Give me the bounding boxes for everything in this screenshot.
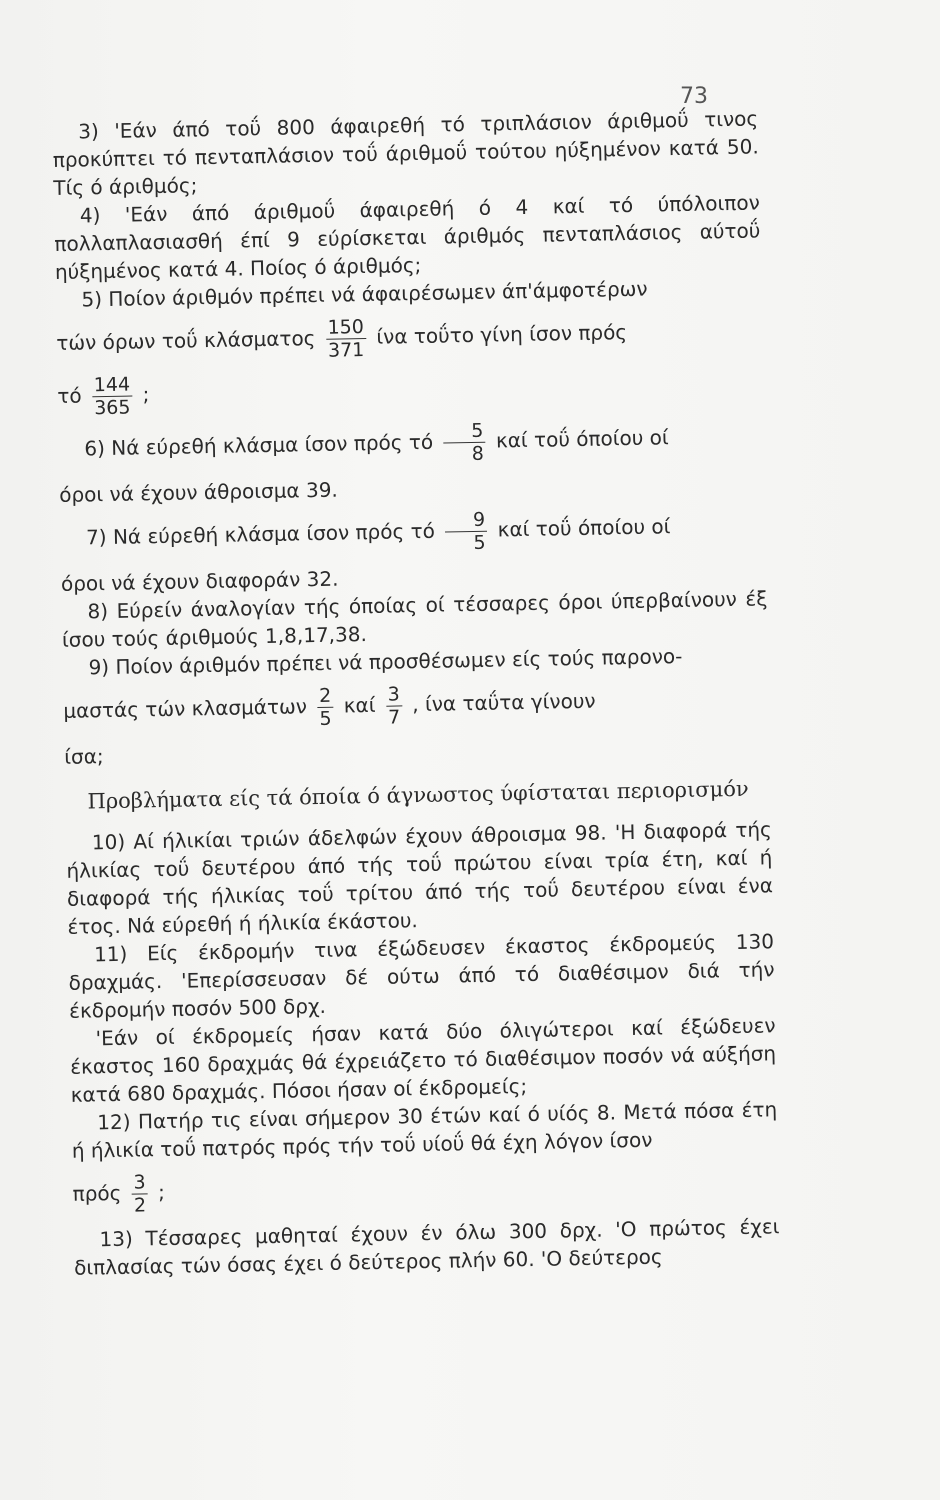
problem-9-text-after: , ίνα ταΰτα γίνουν — [412, 688, 596, 717]
problem-7 — [60, 503, 767, 598]
problem-6-line-1 — [58, 414, 765, 473]
fraction-denominator: 365 — [94, 396, 131, 420]
problem-12-end: ; — [157, 1180, 166, 1205]
fraction-144-365 — [92, 374, 133, 420]
problem-4: 4) 'Εάν άπό άριθμοΰ άφαιρεθή ό 4 καί τό ύπόλοιπον πολλαπλασιασθή έπί 9 εύρίσκεται άριθμός πενταπλάσιος αύτοΰ ηύξημένος κατά 4. Ποίος ό άριθμός; — [54, 190, 761, 284]
problem-9-line-2 — [63, 676, 770, 735]
problem-6-text-before: 6) Νά εύρεθή κλάσμα ίσον πρός τό — [84, 429, 434, 461]
fraction-denominator: 5 — [473, 531, 486, 554]
problem-10: 10) Αί ήλικίαι τριών άδελφών έχουν άθροισμα 98. 'Η διαφορά τής ήλικίας τοΰ δευτέρου άπό τής τοΰ πρώτου είναι τρία έτη, καί ή διαφορά τής ήλικίας τοΰ τρίτου άπό τής τοΰ δευτέρου είναι ένα έτος. Νά εύρεθή ή ήλικία έκάστου. — [66, 817, 774, 939]
problem-5-line-2 — [56, 308, 763, 367]
fraction-numerator: 5 — [443, 420, 486, 444]
problem-9-text-before: μαστάς τών κλασμάτων — [63, 694, 308, 723]
problem-5-line-3 — [57, 361, 764, 420]
problem-13: 13) Τέσσαρες μαθηταί έχουν έν όλω 300 δρχ. 'Ο πρώτος έχει διπλασίας τών όσας έχει ό δεύτερος πλήν 60. 'Ο δεύτερος — [73, 1214, 780, 1280]
problem-5-to: τό — [57, 383, 82, 408]
fraction-numerator: 9 — [445, 509, 488, 533]
fraction-denominator: 5 — [319, 707, 332, 730]
problem-7-text-after: καί τοΰ όποίου οί — [497, 514, 671, 542]
fraction-numerator: 3 — [385, 683, 402, 706]
fraction-3-7 — [385, 683, 402, 728]
problem-5-text-before: τών όρων τοΰ κλάσματος — [56, 325, 316, 355]
fraction-2-5 — [317, 685, 334, 730]
fraction-numerator: 2 — [317, 685, 334, 708]
problem-6 — [58, 414, 765, 509]
problem-9-line-3: ίσα; — [64, 744, 104, 769]
fraction-numerator: 3 — [131, 1171, 148, 1194]
problem-5 — [55, 272, 763, 420]
problem-7-line-2: όροι νά έχουν διαφοράν 32. — [60, 566, 339, 596]
fraction-9-5 — [445, 509, 488, 555]
fraction-denominator: 7 — [387, 706, 401, 729]
problem-9-text-mid: καί — [343, 692, 376, 718]
problem-3: 3) 'Εάν άπό τοΰ 800 άφαιρεθή τό τριπλάσιον άριθμοΰ τινος προκύπτει τό πενταπλάσιον τοΰ άριθμοΰ τούτου ηύξημένον κατά 50. Τίς ό άριθμός; — [52, 106, 759, 200]
problem-12-pros: πρός — [72, 1180, 122, 1206]
problem-7-line-1 — [60, 503, 767, 562]
fraction-denominator: 2 — [133, 1194, 147, 1217]
problem-11-part-1: 11) Είς έκδρομήν τινα έξώδευσεν έκαστος έκδρομεύς 130 δραχμάς. 'Επερίσσευσαν δέ ούτω άπό τό διαθέσιμον διά τήν έκδρομήν ποσόν 500 δρχ. — [68, 929, 775, 1023]
problem-8: 8) Εύρείν άναλογίαν τής όποίας οί τέσσαρες όροι ύπερβαίνουν έξ ίσου τούς άριθμούς 1,8,17,38. — [61, 586, 768, 652]
fraction-5-8 — [443, 420, 486, 466]
problem-9 — [62, 640, 770, 771]
problem-12-text: 12) Πατήρ τις είναι σήμερον 30 έτών καί ό υίός 8. Μετά πόσα έτη ή ήλικία τοΰ πατρός πρός τήν τοΰ υίοΰ θά έχη λόγον ίσον — [71, 1097, 778, 1163]
problem-6-text-after: καί τοΰ όποίου οί — [495, 425, 669, 453]
fraction-numerator: 144 — [92, 374, 133, 398]
problem-7-text-before: 7) Νά εύρεθή κλάσμα ίσον πρός τό — [85, 518, 436, 550]
problem-5-end: ; — [142, 382, 150, 407]
problem-11-part-2: 'Εάν οί έκδρομείς ήσαν κατά δύο όλιγώτεροι καί έξώδευεν έκαστος 160 δραχμάς θά έχρειάζετο τό διαθέσιμον ποσόν νά αύξήση κατά 680 δραχμάς. Πόσοι ήσαν οί έκδρομείς; — [69, 1013, 777, 1107]
problem-5-line-1: 5) Ποίον άριθμόν πρέπει νά άφαιρέσωμεν άπ'άμφοτέρων — [81, 276, 648, 312]
problem-9-line-1: 9) Ποίον άριθμόν πρέπει νά προσθέσωμεν είς τούς παρονο- — [88, 644, 683, 680]
section-heading: Προβλήματα είς τά όποία ό άγνωστος ύφίσταται περιορισμόν — [87, 776, 749, 814]
problem-12-line-2 — [72, 1159, 779, 1218]
page-body — [52, 104, 780, 1281]
problem-5-text-after: ίνα τοΰτο γίνη ίσον πρός — [376, 320, 628, 349]
fraction-denominator: 8 — [471, 442, 485, 466]
fraction-denominator: 371 — [327, 339, 365, 362]
fraction-150-371 — [325, 316, 366, 362]
page-number: 73 — [680, 84, 708, 109]
fraction-numerator: 150 — [325, 316, 366, 340]
problem-6-line-2: όροι νά έχουν άθροισμα 39. — [59, 477, 338, 507]
problem-12 — [71, 1095, 779, 1218]
fraction-3-2 — [131, 1171, 148, 1216]
